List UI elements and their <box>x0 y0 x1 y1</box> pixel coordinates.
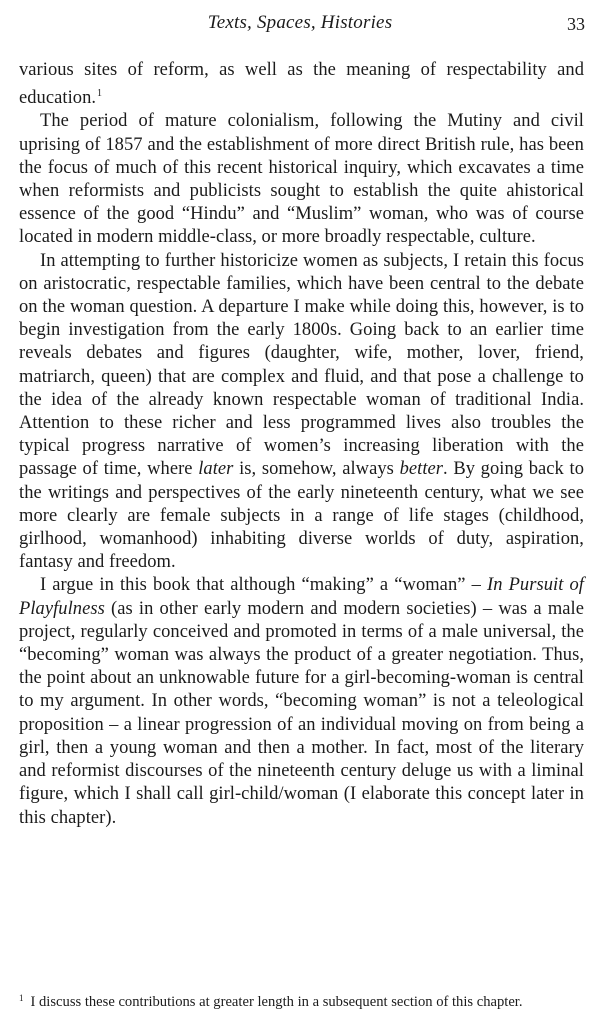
paragraph-2 <box>19 110 584 249</box>
page-number: 33 <box>567 14 585 34</box>
footnote-reference: 1 <box>97 88 103 100</box>
running-title: Texts, Spaces, Histories <box>207 12 393 33</box>
italic-text: In Pursuit of Playfulness <box>19 575 584 619</box>
italic-text: better <box>399 459 444 480</box>
text-run: The period of mature colonialism, following the Mutiny and civil uprising of 1857 and the establishment of more direct British rule, has been the focus of much of this recent historical inquiry, which excavates a time when reformists and publicists sought to establish the quite ahistorical essence of the good “Hindu” and “Muslim” woman, who was of course located in modern middle-class, or more broadly respectable, culture. <box>19 111 584 248</box>
paragraph-3 <box>19 250 584 575</box>
text-run: . By going back to the writings and perspectives of the early nineteenth century, what we see more clearly are female subjects in a range of life stages (childhood, girlhood, womanhood) inhabiting diverse worlds of duty, aspiration, fantasy and freedom. <box>19 459 584 573</box>
paragraph-4 <box>19 574 584 829</box>
text-run: (as in other early modern and modern societies) – was a male project, regularly conceived and promoted in terms of a male universal, the “becoming” woman was always the product of a greater negotiation. Thus, the point about an unknowable future for a girl-becoming-woman is central to my argument. In other words, “becoming woman” is not a teleological proposition – a linear progression of an individual moving on from being a girl, then a young woman and then a mother. In fact, most of the literary and reformist discourses of the nineteenth century deluge us with a liminal figure, which I shall call girl-child/woman (I elaborate this concept later in this chapter). <box>19 598 584 828</box>
body-text <box>19 59 584 830</box>
running-head <box>0 12 600 38</box>
text-run: I argue in this book that although “making” a “woman” – <box>40 575 487 596</box>
footnote <box>19 989 584 1011</box>
text-run: is, somehow, always <box>233 459 400 480</box>
text-run: various sites of reform, as well as the meaning of respectability and education. <box>19 60 584 109</box>
text-run: In attempting to further historicize women as subjects, I retain this focus on aristocratic, respectable families, which have been central to the debate on the woman question. A departure I make while doing this, however, is to begin investigation from the early 1800s. Going back to an earlier time reveals debates and figures (daughter, wife, mother, lover, friend, matriarch, queen) that are complex and fluid, and that pose a challenge to the idea of the already known respectable woman of traditional India. Attention to these richer and less programmed lives also troubles the typical progress narrative of women’s increasing liberation with the passage of time, where <box>19 250 584 480</box>
footnote-marker: 1 <box>19 993 24 1003</box>
footnote-text: I discuss these contributions at greater length in a subsequent section of this chapter. <box>30 994 523 1010</box>
paragraph-1 <box>19 59 584 110</box>
italic-text: later <box>198 459 234 480</box>
